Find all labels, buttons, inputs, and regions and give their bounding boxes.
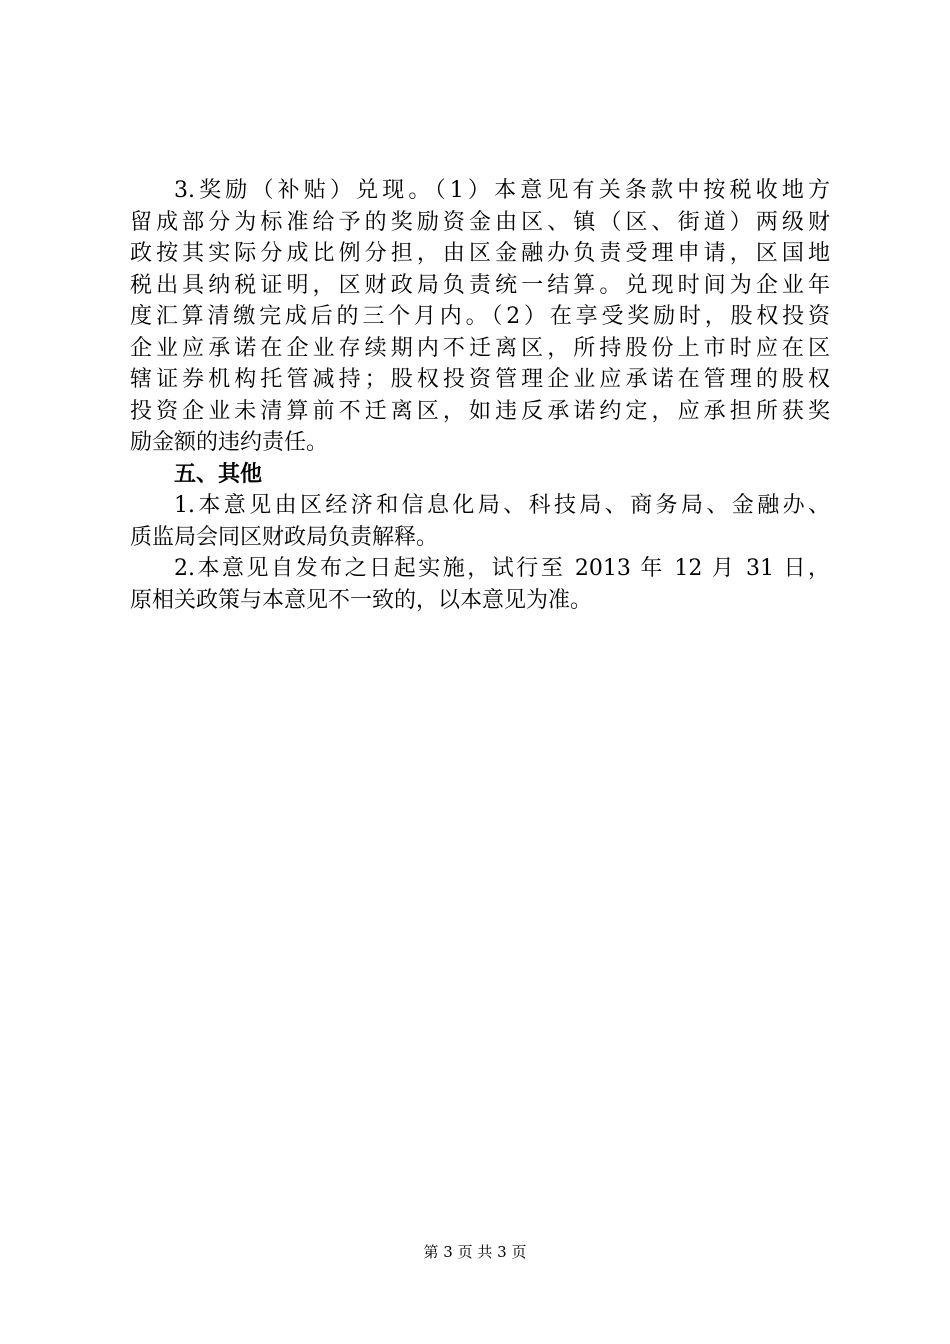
- text-line: 2.本意见自发布之日起实施，试行至 2013 年 12 月 31 日，: [174, 556, 830, 581]
- text-line: 政按其实际分成比例分担，由区金融办负责受理申请，区国地: [130, 241, 830, 266]
- text-line: 度汇算清缴完成后的三个月内。（2）在享受奖励时，股权投资: [130, 304, 830, 329]
- document-body: [130, 175, 830, 616]
- text-line: 原相关政策与本意见不一致的，以本意见为准。: [130, 587, 593, 613]
- section-heading: 五、其他: [174, 461, 263, 487]
- paragraph-reward-redemption: [130, 175, 830, 459]
- text-line: 辖证券机构托管减持；股权投资管理企业应承诺在管理的股权: [130, 367, 830, 392]
- text-line: 1.本意见由区经济和信息化局、科技局、商务局、金融办、: [174, 493, 830, 518]
- text-line: 企业应承诺在企业存续期内不迁离区，所持股份上市时应在区: [130, 335, 830, 361]
- text-line: 留成部分为标准给予的奖励资金由区、镇（区、街道）两级财: [130, 209, 830, 235]
- page-number: 第 3 页 共 3 页: [423, 1243, 527, 1261]
- text-line: 质监局会同区财政局负责解释。: [130, 524, 439, 550]
- text-line: 税出具纳税证明，区财政局负责统一结算。兑现时间为企业年: [130, 272, 830, 298]
- page-footer: [0, 1242, 950, 1262]
- item-effective-date: [130, 553, 830, 616]
- text-line: 励金额的违约责任。: [130, 430, 329, 455]
- item-interpretation: [130, 490, 830, 553]
- text-line: 3.奖励（补贴）兑现。（1）本意见有关条款中按税收地方: [174, 178, 830, 203]
- text-line: 投资企业未清算前不迁离区，如违反承诺约定，应承担所获奖: [130, 398, 830, 424]
